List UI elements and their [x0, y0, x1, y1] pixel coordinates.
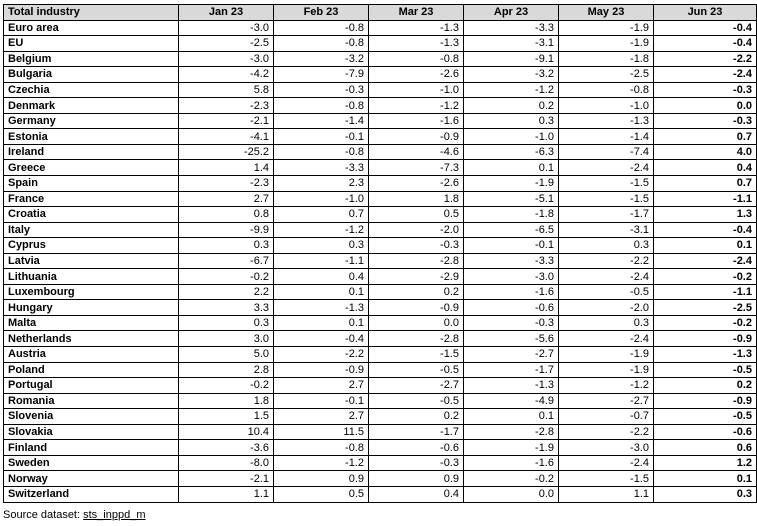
value-cell: 2.8 — [179, 362, 274, 378]
value-cell: -4.2 — [179, 67, 274, 83]
value-cell: -0.5 — [654, 409, 757, 425]
table-row — [4, 238, 757, 254]
value-cell: 2.7 — [274, 378, 369, 394]
value-cell: -0.3 — [654, 113, 757, 129]
table-row — [4, 269, 757, 285]
value-cell: -2.4 — [559, 455, 654, 471]
table-row — [4, 424, 757, 440]
table-row — [4, 82, 757, 98]
value-cell: 1.8 — [179, 393, 274, 409]
value-cell: -0.4 — [654, 222, 757, 238]
value-cell: -1.2 — [559, 378, 654, 394]
header-label: Total industry — [4, 5, 179, 21]
value-cell: -2.9 — [369, 269, 464, 285]
value-cell: 5.8 — [179, 82, 274, 98]
value-cell: -2.0 — [559, 300, 654, 316]
value-cell: -1.3 — [654, 347, 757, 363]
value-cell: -3.6 — [179, 440, 274, 456]
table-row — [4, 144, 757, 160]
value-cell: -1.1 — [274, 253, 369, 269]
value-cell: -3.0 — [559, 440, 654, 456]
country-name: Austria — [4, 347, 179, 363]
value-cell: -0.8 — [369, 51, 464, 67]
table-row — [4, 440, 757, 456]
value-cell: 1.2 — [654, 455, 757, 471]
country-name: Slovenia — [4, 409, 179, 425]
value-cell: 0.3 — [654, 486, 757, 502]
value-cell: -1.7 — [369, 424, 464, 440]
country-name: Belgium — [4, 51, 179, 67]
table-row — [4, 207, 757, 223]
value-cell: -1.9 — [559, 36, 654, 52]
table-row — [4, 362, 757, 378]
table-row — [4, 455, 757, 471]
value-cell: 1.8 — [369, 191, 464, 207]
value-cell: -0.3 — [274, 82, 369, 98]
table-row — [4, 51, 757, 67]
value-cell: 0.3 — [559, 238, 654, 254]
value-cell: 0.9 — [274, 471, 369, 487]
table-row — [4, 113, 757, 129]
value-cell: 0.0 — [464, 486, 559, 502]
table-row — [4, 67, 757, 83]
country-name: Hungary — [4, 300, 179, 316]
value-cell: -1.1 — [654, 284, 757, 300]
value-cell: -25.2 — [179, 144, 274, 160]
value-cell: -2.4 — [559, 160, 654, 176]
country-name: Finland — [4, 440, 179, 456]
column-header: Jan 23 — [179, 5, 274, 21]
value-cell: -0.9 — [654, 331, 757, 347]
value-cell: -1.6 — [464, 455, 559, 471]
value-cell: -1.7 — [464, 362, 559, 378]
value-cell: -5.1 — [464, 191, 559, 207]
table-row — [4, 378, 757, 394]
value-cell: 1.3 — [654, 207, 757, 223]
value-cell: 0.2 — [369, 409, 464, 425]
value-cell: 0.7 — [654, 176, 757, 192]
value-cell: 3.3 — [179, 300, 274, 316]
column-header: Mar 23 — [369, 5, 464, 21]
value-cell: -1.5 — [369, 347, 464, 363]
value-cell: -2.2 — [559, 424, 654, 440]
value-cell: -0.5 — [369, 393, 464, 409]
value-cell: -0.1 — [274, 129, 369, 145]
value-cell: 5.0 — [179, 347, 274, 363]
value-cell: -0.8 — [274, 144, 369, 160]
column-header: Apr 23 — [464, 5, 559, 21]
country-name: Poland — [4, 362, 179, 378]
value-cell: -1.0 — [274, 191, 369, 207]
value-cell: 1.1 — [179, 486, 274, 502]
value-cell: -4.6 — [369, 144, 464, 160]
value-cell: -1.3 — [369, 36, 464, 52]
country-name: Switzerland — [4, 486, 179, 502]
value-cell: -3.3 — [274, 160, 369, 176]
value-cell: -2.0 — [369, 222, 464, 238]
value-cell: -2.3 — [179, 176, 274, 192]
table-container — [3, 4, 752, 503]
industry-table — [3, 4, 757, 503]
country-name: Bulgaria — [4, 67, 179, 83]
value-cell: -6.5 — [464, 222, 559, 238]
value-cell: 0.1 — [654, 238, 757, 254]
value-cell: 0.3 — [179, 315, 274, 331]
value-cell: -0.2 — [654, 315, 757, 331]
country-name: Denmark — [4, 98, 179, 114]
value-cell: -1.2 — [369, 98, 464, 114]
value-cell: 0.4 — [274, 269, 369, 285]
value-cell: 0.6 — [654, 440, 757, 456]
value-cell: -3.2 — [464, 67, 559, 83]
value-cell: 0.7 — [654, 129, 757, 145]
value-cell: -1.9 — [464, 176, 559, 192]
value-cell: -0.7 — [559, 409, 654, 425]
value-cell: -0.8 — [274, 440, 369, 456]
value-cell: -0.5 — [369, 362, 464, 378]
value-cell: -7.3 — [369, 160, 464, 176]
value-cell: -1.9 — [559, 20, 654, 36]
value-cell: -0.3 — [464, 315, 559, 331]
country-name: Romania — [4, 393, 179, 409]
table-row — [4, 284, 757, 300]
value-cell: -2.7 — [559, 393, 654, 409]
country-name: Latvia — [4, 253, 179, 269]
value-cell: 2.7 — [179, 191, 274, 207]
value-cell: -0.4 — [654, 36, 757, 52]
value-cell: -0.5 — [559, 284, 654, 300]
value-cell: -0.6 — [654, 424, 757, 440]
source-note — [3, 509, 145, 521]
value-cell: -1.2 — [274, 455, 369, 471]
value-cell: -2.6 — [369, 67, 464, 83]
table-row — [4, 222, 757, 238]
value-cell: 0.1 — [464, 160, 559, 176]
table-row — [4, 315, 757, 331]
value-cell: -1.5 — [559, 176, 654, 192]
country-name: Cyprus — [4, 238, 179, 254]
value-cell: 2.7 — [274, 409, 369, 425]
value-cell: 0.7 — [274, 207, 369, 223]
table-row — [4, 253, 757, 269]
value-cell: -2.7 — [464, 347, 559, 363]
value-cell: 0.5 — [369, 207, 464, 223]
value-cell: -1.1 — [654, 191, 757, 207]
value-cell: -2.8 — [369, 253, 464, 269]
value-cell: -0.2 — [654, 269, 757, 285]
value-cell: -0.4 — [654, 20, 757, 36]
table-row — [4, 98, 757, 114]
value-cell: -0.9 — [369, 129, 464, 145]
value-cell: -3.0 — [179, 20, 274, 36]
country-name: Spain — [4, 176, 179, 192]
value-cell: -1.9 — [559, 362, 654, 378]
table-row — [4, 347, 757, 363]
value-cell: -1.6 — [464, 284, 559, 300]
value-cell: -2.2 — [274, 347, 369, 363]
country-name: Malta — [4, 315, 179, 331]
table-row — [4, 409, 757, 425]
value-cell: -3.3 — [464, 20, 559, 36]
table-row — [4, 300, 757, 316]
table-row — [4, 129, 757, 145]
value-cell: -1.4 — [559, 129, 654, 145]
value-cell: -0.5 — [654, 362, 757, 378]
value-cell: 4.0 — [654, 144, 757, 160]
value-cell: -0.9 — [369, 300, 464, 316]
country-name: Portugal — [4, 378, 179, 394]
value-cell: -1.9 — [464, 440, 559, 456]
value-cell: 0.1 — [654, 471, 757, 487]
value-cell: 0.2 — [369, 284, 464, 300]
value-cell: -6.3 — [464, 144, 559, 160]
value-cell: -1.0 — [369, 82, 464, 98]
table-row — [4, 486, 757, 502]
country-name: Euro area — [4, 20, 179, 36]
value-cell: -2.2 — [654, 51, 757, 67]
value-cell: -0.8 — [274, 36, 369, 52]
table-row — [4, 20, 757, 36]
value-cell: -1.5 — [559, 471, 654, 487]
country-name: Greece — [4, 160, 179, 176]
source-prefix: Source dataset: — [3, 509, 84, 521]
value-cell: -1.9 — [559, 347, 654, 363]
country-name: Ireland — [4, 144, 179, 160]
country-name: Netherlands — [4, 331, 179, 347]
value-cell: -2.5 — [654, 300, 757, 316]
value-cell: -1.5 — [559, 191, 654, 207]
value-cell: -0.9 — [654, 393, 757, 409]
value-cell: -1.8 — [464, 207, 559, 223]
value-cell: -4.9 — [464, 393, 559, 409]
value-cell: -1.0 — [464, 129, 559, 145]
value-cell: -2.1 — [179, 113, 274, 129]
value-cell: 0.0 — [654, 98, 757, 114]
column-header: Feb 23 — [274, 5, 369, 21]
value-cell: -2.3 — [179, 98, 274, 114]
country-name: Croatia — [4, 207, 179, 223]
value-cell: -3.1 — [464, 36, 559, 52]
country-name: Luxembourg — [4, 284, 179, 300]
country-name: Italy — [4, 222, 179, 238]
value-cell: -0.6 — [369, 440, 464, 456]
value-cell: -2.4 — [559, 269, 654, 285]
value-cell: -0.4 — [274, 331, 369, 347]
country-name: Norway — [4, 471, 179, 487]
value-cell: -0.8 — [274, 20, 369, 36]
value-cell: -1.3 — [274, 300, 369, 316]
value-cell: -0.8 — [274, 98, 369, 114]
value-cell: -4.1 — [179, 129, 274, 145]
value-cell: -2.4 — [559, 331, 654, 347]
country-name: Germany — [4, 113, 179, 129]
value-cell: -0.2 — [179, 378, 274, 394]
value-cell: 2.3 — [274, 176, 369, 192]
country-name: Slovakia — [4, 424, 179, 440]
value-cell: 10.4 — [179, 424, 274, 440]
value-cell: -9.1 — [464, 51, 559, 67]
value-cell: -9.9 — [179, 222, 274, 238]
value-cell: 0.1 — [464, 409, 559, 425]
value-cell: 2.2 — [179, 284, 274, 300]
value-cell: 1.4 — [179, 160, 274, 176]
value-cell: 0.4 — [654, 160, 757, 176]
value-cell: -1.0 — [559, 98, 654, 114]
value-cell: -0.9 — [274, 362, 369, 378]
value-cell: 0.5 — [274, 486, 369, 502]
value-cell: -1.3 — [559, 113, 654, 129]
value-cell: -0.1 — [274, 393, 369, 409]
value-cell: -5.6 — [464, 331, 559, 347]
value-cell: -0.3 — [654, 82, 757, 98]
value-cell: -2.4 — [654, 253, 757, 269]
country-name: France — [4, 191, 179, 207]
value-cell: -1.8 — [559, 51, 654, 67]
value-cell: -1.2 — [464, 82, 559, 98]
value-cell: -3.0 — [464, 269, 559, 285]
table-row — [4, 160, 757, 176]
value-cell: 0.2 — [464, 98, 559, 114]
value-cell: -1.2 — [274, 222, 369, 238]
value-cell: -3.1 — [559, 222, 654, 238]
table-row — [4, 36, 757, 52]
value-cell: -2.5 — [559, 67, 654, 83]
value-cell: -2.5 — [179, 36, 274, 52]
value-cell: -1.6 — [369, 113, 464, 129]
value-cell: -2.7 — [369, 378, 464, 394]
value-cell: -1.3 — [369, 20, 464, 36]
country-name: EU — [4, 36, 179, 52]
value-cell: -0.1 — [464, 238, 559, 254]
value-cell: 0.1 — [274, 284, 369, 300]
value-cell: -1.7 — [559, 207, 654, 223]
table-body — [4, 20, 757, 502]
value-cell: -7.9 — [274, 67, 369, 83]
value-cell: -0.3 — [369, 455, 464, 471]
column-header: May 23 — [559, 5, 654, 21]
value-cell: 0.3 — [274, 238, 369, 254]
value-cell: 0.3 — [559, 315, 654, 331]
value-cell: 11.5 — [274, 424, 369, 440]
table-row — [4, 393, 757, 409]
value-cell: 0.0 — [369, 315, 464, 331]
value-cell: -0.2 — [464, 471, 559, 487]
value-cell: -1.4 — [274, 113, 369, 129]
value-cell: -8.0 — [179, 455, 274, 471]
column-header: Jun 23 — [654, 5, 757, 21]
table-row — [4, 176, 757, 192]
value-cell: 0.2 — [654, 378, 757, 394]
source-dataset-link[interactable]: sts_inppd_m — [83, 509, 146, 521]
country-name: Lithuania — [4, 269, 179, 285]
value-cell: -0.2 — [179, 269, 274, 285]
value-cell: -2.8 — [464, 424, 559, 440]
value-cell: -0.8 — [559, 82, 654, 98]
value-cell: 0.3 — [464, 113, 559, 129]
value-cell: -2.4 — [654, 67, 757, 83]
country-name: Estonia — [4, 129, 179, 145]
value-cell: 1.1 — [559, 486, 654, 502]
value-cell: 0.9 — [369, 471, 464, 487]
table-row — [4, 191, 757, 207]
value-cell: -6.7 — [179, 253, 274, 269]
value-cell: -2.1 — [179, 471, 274, 487]
value-cell: -3.2 — [274, 51, 369, 67]
value-cell: -1.3 — [464, 378, 559, 394]
value-cell: 3.0 — [179, 331, 274, 347]
value-cell: 0.1 — [274, 315, 369, 331]
table-row — [4, 471, 757, 487]
value-cell: 0.8 — [179, 207, 274, 223]
country-name: Sweden — [4, 455, 179, 471]
value-cell: -2.2 — [559, 253, 654, 269]
value-cell: -0.3 — [369, 238, 464, 254]
value-cell: -2.8 — [369, 331, 464, 347]
value-cell: -2.6 — [369, 176, 464, 192]
value-cell: 0.4 — [369, 486, 464, 502]
value-cell: 0.3 — [179, 238, 274, 254]
value-cell: -0.6 — [464, 300, 559, 316]
value-cell: 1.5 — [179, 409, 274, 425]
value-cell: -7.4 — [559, 144, 654, 160]
table-row — [4, 331, 757, 347]
value-cell: -3.3 — [464, 253, 559, 269]
header-row — [4, 5, 757, 21]
value-cell: -3.0 — [179, 51, 274, 67]
country-name: Czechia — [4, 82, 179, 98]
